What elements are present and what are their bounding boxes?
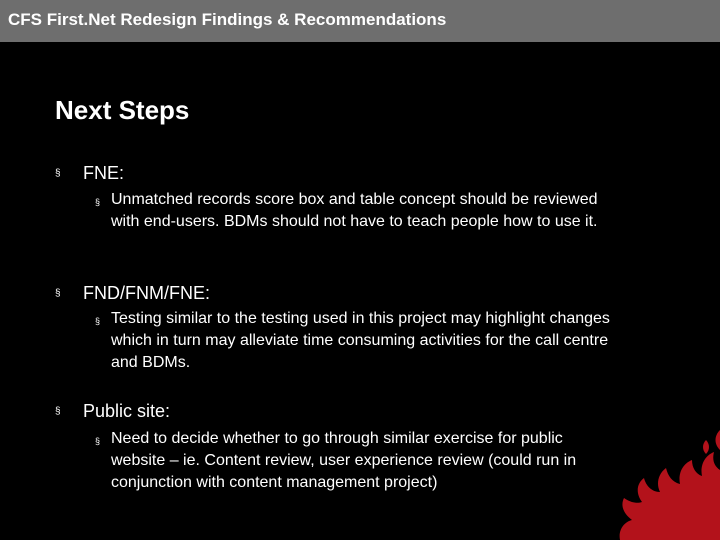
slide-title: Next Steps	[55, 95, 190, 125]
section-heading-text: Public site:	[83, 401, 171, 421]
bullet-icon: §	[95, 316, 101, 326]
section-heading-text: FNE:	[83, 163, 125, 183]
bullet-icon: §	[95, 197, 101, 207]
section-detail	[95, 308, 615, 374]
section-detail	[95, 428, 615, 494]
red-flame-logo-icon	[610, 430, 720, 540]
section-detail	[95, 189, 615, 233]
section-detail-text: Need to decide whether to go through similar exercise for public website – ie. Content review, user experience review (could run in conjunction with content management project)	[111, 430, 577, 491]
section-detail-text: Unmatched records score box and table concept should be reviewed with end-users. BDMs should not have to teach people how to use it.	[111, 191, 598, 230]
bullet-icon: §	[55, 288, 61, 299]
bullet-icon: §	[55, 406, 61, 417]
section-detail-text: Testing similar to the testing used in this project may highlight changes which in turn may alleviate time consuming activities for the call centre and BDMs.	[111, 310, 610, 371]
header-title: CFS First.Net Redesign Findings & Recommendations	[8, 10, 447, 29]
header-bar	[0, 0, 720, 42]
section-heading-text: FND/FNM/FNE:	[83, 283, 210, 303]
bullet-icon: §	[95, 436, 101, 446]
bullet-icon: §	[55, 168, 61, 179]
